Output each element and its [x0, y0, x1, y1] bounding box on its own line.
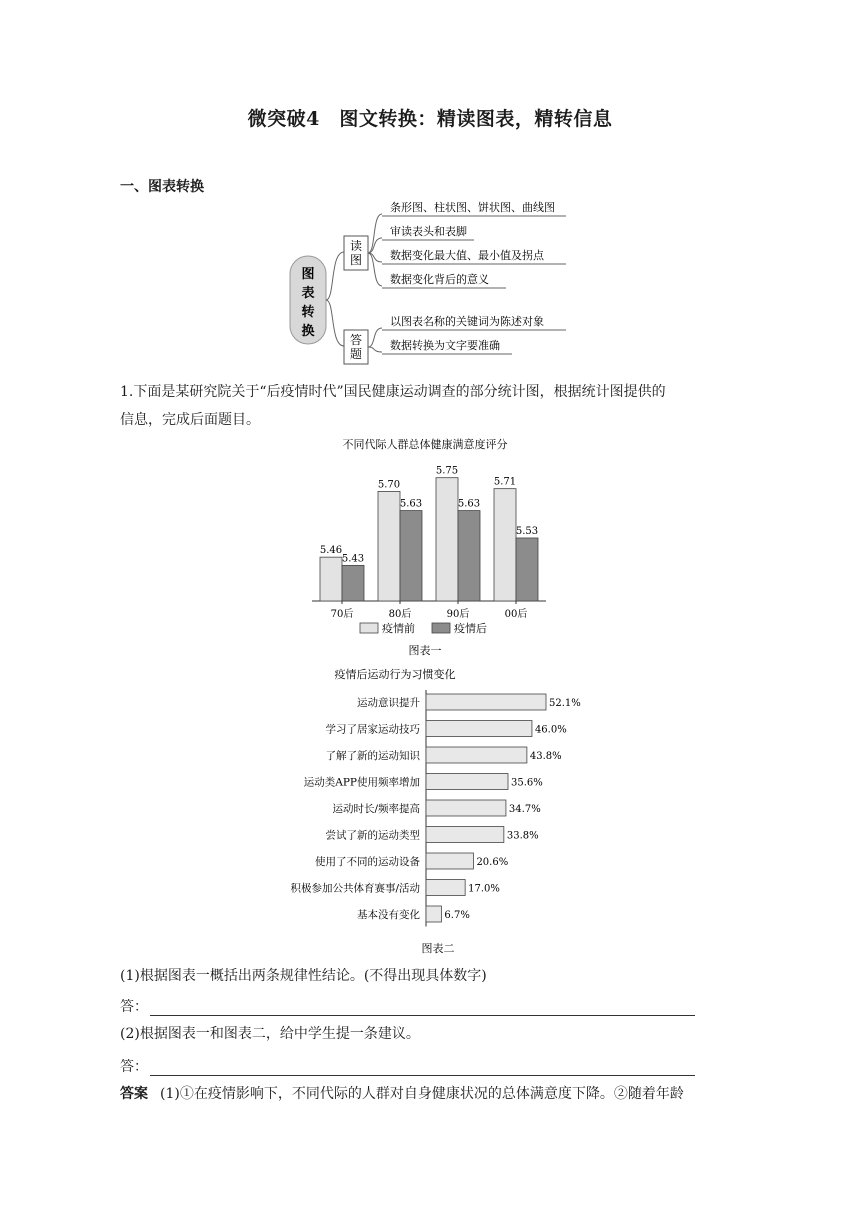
- chart1-title: 不同代际人群总体健康满意度评分: [342, 438, 508, 451]
- chart-generation-satisfaction: [290, 436, 580, 658]
- chart2-value-label: 33.8%: [506, 830, 539, 842]
- chart1-bar: [458, 511, 480, 601]
- chart2-value-label: 35.6%: [510, 777, 543, 789]
- chart2-category-label: 运动意识提升: [357, 697, 420, 709]
- chart1-bar: [342, 565, 364, 601]
- connector-read: [326, 252, 344, 300]
- connector-answer: [326, 300, 344, 346]
- chart1-value-label: 5.46: [319, 545, 343, 557]
- chart2-bar: [426, 800, 506, 816]
- chart2-bar: [426, 721, 532, 737]
- question-2: (2)根据图表一和图表二，给中学生提一条建议。: [120, 1026, 420, 1042]
- chart1-bar: [516, 538, 538, 601]
- chart1-bar: [494, 489, 516, 601]
- chart-exercise-habit-change: [270, 664, 610, 958]
- chart2-value-label: 52.1%: [549, 698, 581, 709]
- chart2-value-label: 17.0%: [468, 883, 500, 895]
- answer-blank-1[interactable]: [150, 1001, 695, 1016]
- answer-prefix: 答：: [120, 999, 148, 1015]
- chart1-legend-label: 疫情后: [454, 622, 487, 635]
- mindmap-item-answer: 以图表名称的关键词为陈述对象: [390, 315, 544, 328]
- chart1-value-label: 5.70: [377, 479, 401, 491]
- chart1-legend-label: 疫情前: [382, 622, 415, 635]
- chart2-category-label: 尝试了新的运动类型: [325, 829, 420, 842]
- chart2-value-label: 46.0%: [534, 724, 567, 736]
- chart2-category-label: 运动类APP使用频率增加: [303, 776, 420, 789]
- chart1-value-label: 5.63: [457, 498, 481, 510]
- chart2-title: 疫情后运动行为习惯变化: [334, 668, 456, 681]
- question-intro-line2: 信息，完成后面题目。: [120, 412, 260, 428]
- answer-text: (1)①在疫情影响下，不同代际的人群对自身健康状况的总体满意度下降。②随着年龄: [160, 1086, 684, 1102]
- answer-label: 答案: [120, 1086, 148, 1102]
- mindmap-item-answer: 数据转换为文字要准确: [390, 339, 500, 352]
- chart2-value-label: 20.6%: [476, 857, 509, 868]
- branch-label-answer: 答题: [349, 333, 363, 361]
- chart2-bar: [426, 880, 465, 896]
- chart2-bar: [426, 694, 546, 710]
- mindmap-item-read: 审读表头和表脚: [390, 225, 467, 238]
- answer-blank-2[interactable]: [150, 1061, 695, 1076]
- chart2-category-label: 运动时长/频率提高: [332, 803, 420, 815]
- chart2-category-label: 使用了不同的运动设备: [315, 856, 420, 868]
- answer-line-1[interactable]: [120, 996, 705, 1016]
- chart1-tick-label: 00后: [504, 609, 528, 620]
- mindmap-diagram: [280, 196, 600, 368]
- answer-block: [120, 1080, 760, 1108]
- chart1-bar: [320, 557, 342, 601]
- chart2-value-label: 6.7%: [444, 910, 470, 921]
- chart2-bar: [426, 747, 527, 763]
- chart1-legend-swatch: [432, 623, 450, 633]
- chart1-bar: [378, 491, 400, 601]
- chart1-value-label: 5.75: [435, 465, 459, 477]
- chart1-value-label: 5.43: [341, 553, 365, 565]
- chart1-tick-label: 90后: [446, 609, 470, 620]
- question-1: (1)根据图表一概括出两条规律性结论。(不得出现具体数字): [120, 968, 487, 984]
- chart1-value-label: 5.71: [493, 476, 517, 488]
- chart2-value-label: 43.8%: [529, 751, 562, 762]
- chart2-value-label: 34.7%: [508, 804, 541, 815]
- mindmap-root-label: 图表转换: [301, 267, 315, 339]
- chart2-category-label: 学习了居家运动技巧: [325, 723, 420, 736]
- chart1-tick-label: 70后: [330, 609, 354, 620]
- chart2-category-label: 基本没有变化: [357, 909, 420, 921]
- chart2-caption: 图表二: [421, 942, 455, 955]
- mindmap-item-read: 条形图、柱状图、饼状图、曲线图: [390, 201, 555, 214]
- chart2-bar: [426, 853, 473, 869]
- answer-line-2[interactable]: [120, 1056, 705, 1076]
- chart2-bar: [426, 906, 441, 922]
- chart1-bar: [436, 478, 458, 601]
- chart2-bar: [426, 827, 504, 843]
- mindmap-items: [382, 200, 566, 354]
- answer-prefix: 答：: [120, 1059, 148, 1075]
- chart1-value-label: 5.63: [399, 498, 423, 510]
- page-title: 微突破4 图文转换：精读图表，精转信息: [247, 108, 613, 130]
- chart2-bar: [426, 774, 508, 790]
- chart1-caption: 图表一: [408, 644, 442, 657]
- chart1-bar: [400, 511, 422, 601]
- chart2-category-label: 积极参加公共体育赛事/活动: [290, 882, 420, 895]
- chart1-legend-swatch: [360, 623, 378, 633]
- branch-label-read: 读图: [349, 239, 363, 267]
- chart1-tick-label: 80后: [388, 609, 412, 620]
- section-heading: 一、图表转换: [120, 179, 204, 195]
- mindmap-item-read: 数据变化背后的意义: [390, 273, 489, 286]
- mindmap-item-read: 数据变化最大值、最小值及拐点: [390, 249, 544, 262]
- question-intro-line1: 1.下面是某研究院关于“后疫情时代”国民健康运动调查的部分统计图，根据统计图提供的: [120, 384, 666, 400]
- chart2-category-label: 了解了新的运动知识: [325, 750, 420, 762]
- chart1-value-label: 5.53: [515, 525, 539, 537]
